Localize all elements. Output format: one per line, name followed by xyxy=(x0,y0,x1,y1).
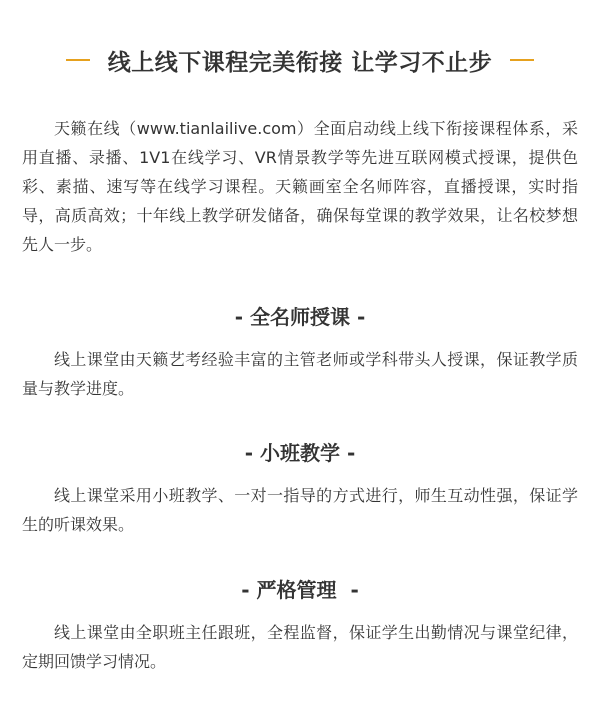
intro-paragraph: 天籁在线（www.tianlailive.com）全面启动线上线下衔接课程体系，采用直播、录播、1V1在线学习、VR情景教学等先进互联网模式授课，提供色彩、素描、速写等在线学习课程。天籁画室全名师阵容，直播授课，实时指导，高质高效；十年线上教学研发储备，确保每堂课的教学效果，让名校梦想先人一步。 xyxy=(22,119,578,254)
main-title-text: 线上线下课程完美衔接 让学习不止步 xyxy=(107,49,493,76)
section-heading-management: - 严格管理 - xyxy=(241,578,359,602)
title-right-dash xyxy=(510,59,534,61)
section-heading-teachers: - 全名师授课 - xyxy=(234,305,366,329)
title-left-dash xyxy=(66,59,90,61)
section-body-small-class: 线上课堂采用小班教学、一对一指导的方式进行，师生互动性强，保证学生的听课效果。 xyxy=(22,486,578,534)
section-body-teachers: 线上课堂由天籁艺考经验丰富的主管老师或学科带头人授课，保证教学质量与教学进度。 xyxy=(22,350,578,398)
main-title xyxy=(0,40,600,80)
section-body-management: 线上课堂由全职班主任跟班，全程监督，保证学生出勤情况与课堂纪律，定期回馈学习情况。 xyxy=(22,623,578,671)
section-heading-small-class: - 小班教学 - xyxy=(244,441,356,465)
